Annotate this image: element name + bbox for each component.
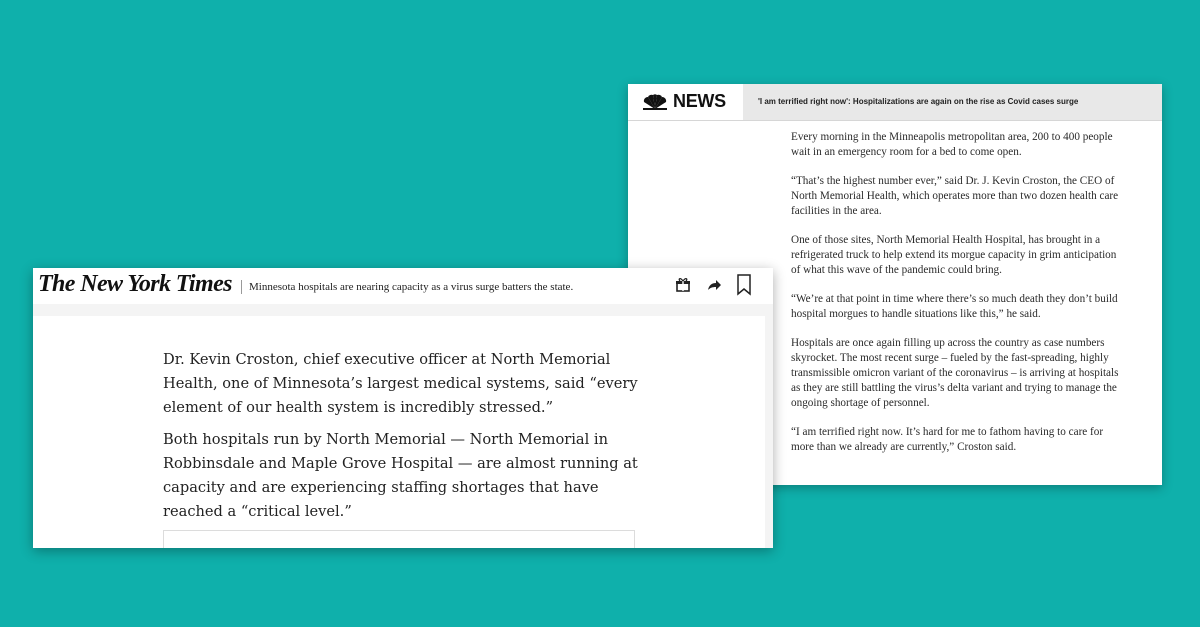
nbc-header-bar bbox=[628, 84, 1162, 121]
header-separator-band bbox=[33, 304, 773, 316]
nbc-paragraph: “We’re at that point in time where there’s so much death they don’t build hospital morgues to handle situations like this,” he said. bbox=[791, 293, 1118, 320]
nbc-article-body bbox=[791, 130, 1121, 469]
nbc-paragraph: Every morning in the Minneapolis metropolitan area, 200 to 400 people wait in an emergency room for a bed to come open. bbox=[791, 131, 1113, 158]
nbc-logo[interactable] bbox=[628, 84, 743, 120]
right-gutter bbox=[765, 304, 773, 548]
nbc-paragraph: One of those sites, North Memorial Health Hospital, has brought in a refrigerated truck to help extend its morgue capacity in grim anticipation of what this wave of the pandemic could bring. bbox=[791, 234, 1117, 276]
nbc-logo-text: NEWS bbox=[673, 91, 726, 111]
gift-icon[interactable] bbox=[673, 275, 693, 295]
nbc-paragraph: “That’s the highest number ever,” said Dr. J. Kevin Croston, the CEO of North Memorial Health, which operates more than two dozen health care facilities in the area. bbox=[791, 175, 1119, 217]
nyt-logo[interactable]: The New York Times bbox=[38, 271, 232, 297]
nbc-peacock-icon bbox=[642, 94, 668, 110]
nbc-paragraph: “I am terrified right now. It’s hard for me to fathom having to care for more than we already are currently,” Croston said. bbox=[791, 426, 1104, 453]
header-divider bbox=[241, 280, 242, 294]
share-icon[interactable] bbox=[704, 275, 724, 295]
nyt-paragraph: Dr. Kevin Croston, chief executive officer at North Memorial Health, one of Minnesota’s largest medical systems, said “every element of our health system is incredibly stressed.” bbox=[163, 351, 638, 416]
nyt-headline[interactable]: Minnesota hospitals are nearing capacity as a virus surge batters the state. bbox=[249, 281, 574, 293]
nbc-paragraph: Hospitals are once again filling up across the country as case numbers skyrocket. The most recent surge – fueled by the fast-spreading, highly transmissible omicron variant of the coronavirus – is arriving at hospitals as they are still battling the virus’s delta variant and trying to manage the ongoing shortage of personnel. bbox=[791, 337, 1119, 409]
nyt-article-card bbox=[33, 268, 773, 548]
nyt-article-body bbox=[163, 348, 643, 532]
nyt-paragraph: Both hospitals run by North Memorial — North Memorial in Robbinsdale and Maple Grove Hospital — are almost running at capacity and are experiencing staffing shortages that have reached a “critical level.” bbox=[163, 431, 638, 520]
bookmark-icon[interactable] bbox=[734, 274, 754, 296]
embedded-content-box bbox=[163, 530, 635, 548]
nyt-header-bar bbox=[33, 268, 773, 305]
nbc-headline[interactable]: 'I am terrified right now': Hospitalizations are again on the rise as Covid cases surge bbox=[758, 97, 1079, 106]
